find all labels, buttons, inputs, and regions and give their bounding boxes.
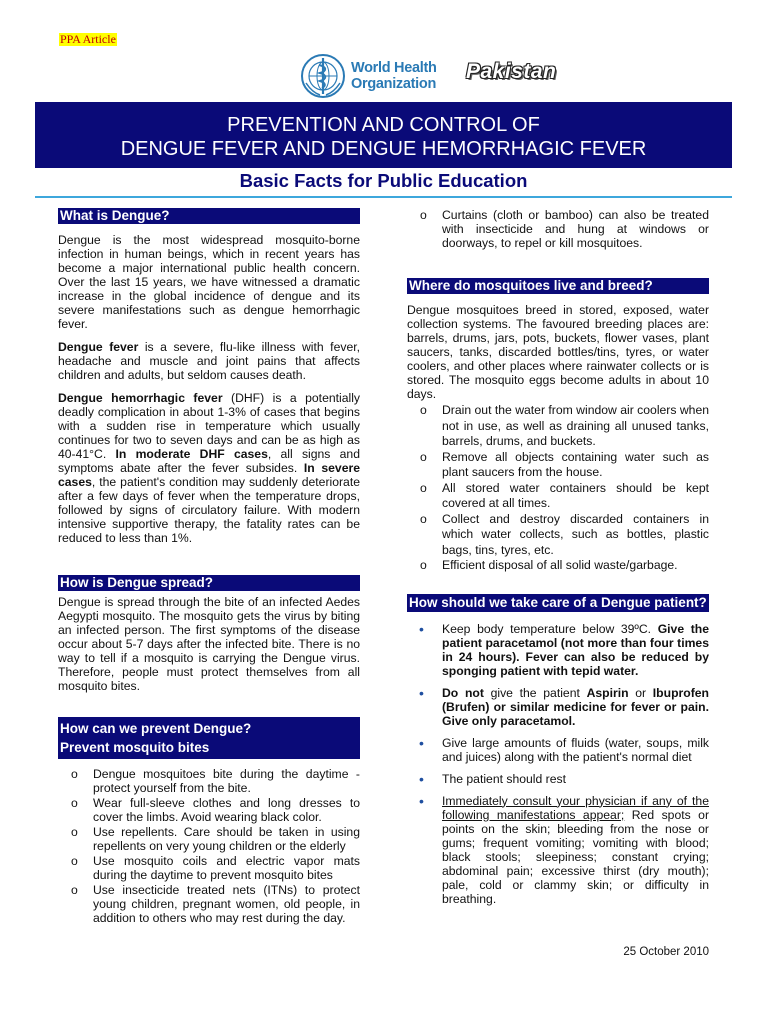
list-item: o Wear full-sleeve clothes and long dresses to cover the limbs. Avoid wearing black color. [58, 796, 360, 824]
term-dhf: Dengue hemorrhagic fever [58, 391, 223, 405]
text-care-2a: Do not [442, 685, 484, 700]
list-item [407, 622, 709, 678]
ppa-article-tag: PPA Article [60, 32, 116, 46]
pakistan-wordmark: Pakistan [466, 60, 557, 83]
document-date: 25 October 2010 [623, 946, 709, 958]
text-dhf-2: , all signs and symptoms abate after the fever subsides. [58, 447, 360, 475]
term-severe-cases: In severe cases [58, 461, 360, 489]
who-logo [300, 53, 437, 99]
heading-patient-care: How should we take care of a Dengue patient? [407, 594, 709, 612]
heading-what-is-dengue: What is Dengue? [58, 208, 360, 224]
list-item: o Remove all objects containing water such as plant saucers from the house. [407, 450, 709, 481]
list-item: o All stored water containers should be kept covered at all times. [407, 481, 709, 512]
prevent-bites-list-continued [407, 208, 709, 250]
heading-prevent-line1: How can we prevent Dengue? [60, 721, 252, 736]
title-line2: DENGUE FEVER AND DENGUE HEMORRHAGIC FEVER [120, 138, 647, 160]
text-dhf-1: (DHF) is a potentially deadly complication in about 1-3% of cases that begins with a sudden rise in temperature which usually continues for two to seven days and can be as high as 40-41°C. [58, 391, 361, 461]
term-moderate-dhf: In moderate DHF cases [115, 447, 268, 461]
text-care-5b: Red spots or points on the skin; bleeding from the nose or gums; frequent vomiting; vomiting with blood; black stools; sleepiness; constant crying; abdominal pain; excessive thirst (dry mouth); pale, cold or clammy skin; or difficulty in breathing. [442, 807, 709, 906]
text-care-2c: Aspirin [586, 685, 629, 700]
who-emblem-icon [300, 53, 346, 99]
title-banner [35, 102, 732, 168]
list-item [407, 686, 709, 728]
list-item: o Efficient disposal of all solid waste/garbage. [407, 558, 709, 574]
list-item: o Drain out the water from window air coolers when not in use, as well as draining all unused tanks, barrels, drums, and buckets. [407, 403, 709, 450]
paragraph-dhf [58, 391, 360, 545]
prevent-bites-list [58, 767, 360, 925]
list-item [407, 794, 709, 906]
list-item: o Use mosquito coils and electric vapor mats during the daytime to prevent mosquito bites [58, 854, 360, 882]
list-item: o Use repellents. Care should be taken in using repellents on very young children or the elderly [58, 825, 360, 853]
right-column [407, 208, 709, 906]
paragraph-spread: Dengue is spread through the bite of an infected Aedes Aegypti mosquito. The mosquito gets the virus by biting an infected person. The first symptoms of the disease occur about 5-7 days after the infected bite. There is no way to tell if a mosquito is carrying the Dengue virus. Therefore, people must protect themselves from all mosquito bites. [58, 595, 360, 693]
list-item: • The patient should rest [407, 772, 709, 786]
list-item: • Give large amounts of fluids (water, soups, milk and juices) along with the patient's normal diet [407, 736, 709, 764]
text-dengue-fever: is a severe, flu-like illness with fever, headache and muscle and joint pains that affects children and adults, but seldom causes death. [58, 340, 360, 382]
paragraph-dengue-intro: Dengue is the most widespread mosquito-borne infection in human beings, which in recent years has become a major international public health concern. Over the last 15 years, we have witnessed a dramatic increase in the global incidence of dengue and its severe manifestations such as dengue hemorrhagic fever. [58, 233, 360, 331]
who-name [351, 60, 437, 92]
breeding-actions-list [407, 403, 709, 574]
patient-care-list [407, 622, 709, 906]
text-care-2e: Ibuprofen (Brufen) or similar medicine for fever or pain. Give only paracetamol. [442, 685, 709, 728]
subtitle: Basic Facts for Public Education [239, 170, 528, 191]
text-care-2d: or [628, 685, 653, 700]
paragraph-breeding: Dengue mosquitoes breed in stored, exposed, water collection systems. The favoured breeding places are: barrels, drums, jars, pots, buckets, flower vases, plant saucers, tanks, discarded bottles/tins, tyres, or water coolers, and other places where rainwater collects or is stored. The mosquito eggs become adults in about 10 days. [407, 303, 709, 401]
list-item: o Curtains (cloth or bamboo) can also be treated with insecticide and hung at windows or doorways, to repel or kill mosquitoes. [407, 208, 709, 250]
text-care-5a: Immediately consult your physician if any of the following manifestations appear; [442, 793, 709, 822]
list-item: o Use insecticide treated nets (ITNs) to protect young children, pregnant women, old people, in addition to others who may rest during the day. [58, 883, 360, 925]
heading-how-spread: How is Dengue spread? [58, 575, 360, 591]
text-care-2b: give the patient [483, 685, 587, 700]
text-care-1a: Keep body temperature below 39ºC. [442, 621, 658, 636]
paragraph-dengue-fever [58, 340, 360, 382]
left-column [58, 208, 360, 925]
term-dengue-fever: Dengue fever [58, 340, 139, 354]
heading-prevent [58, 717, 360, 759]
list-item: o Collect and destroy discarded containers in which water collects, such as bottles, plastic bags, tins, tyres, etc. [407, 512, 709, 559]
who-name-line2: Organization [351, 76, 437, 92]
title-line1: PREVENTION AND CONTROL OF [227, 114, 540, 136]
heading-prevent-line2: Prevent mosquito bites [60, 740, 210, 755]
heading-where-breed: Where do mosquitoes live and breed? [407, 278, 709, 294]
list-item: o Dengue mosquitoes bite during the daytime - protect yourself from the bite. [58, 767, 360, 795]
divider-rule [35, 196, 732, 198]
text-care-1b: Give the patient paracetamol (not more than four times in 24 hours). Fever can also be reduced by sponging patient with tepid water. [442, 621, 709, 678]
who-name-line1: World Health [351, 60, 437, 76]
text-dhf-3: , the patient's condition may suddenly deteriorate after a few days of fever when the temperature drops, followed by signs of circulatory failure. With modern intensive supportive therapy, the fatality rates can be reduced to less than 1%. [58, 475, 360, 545]
